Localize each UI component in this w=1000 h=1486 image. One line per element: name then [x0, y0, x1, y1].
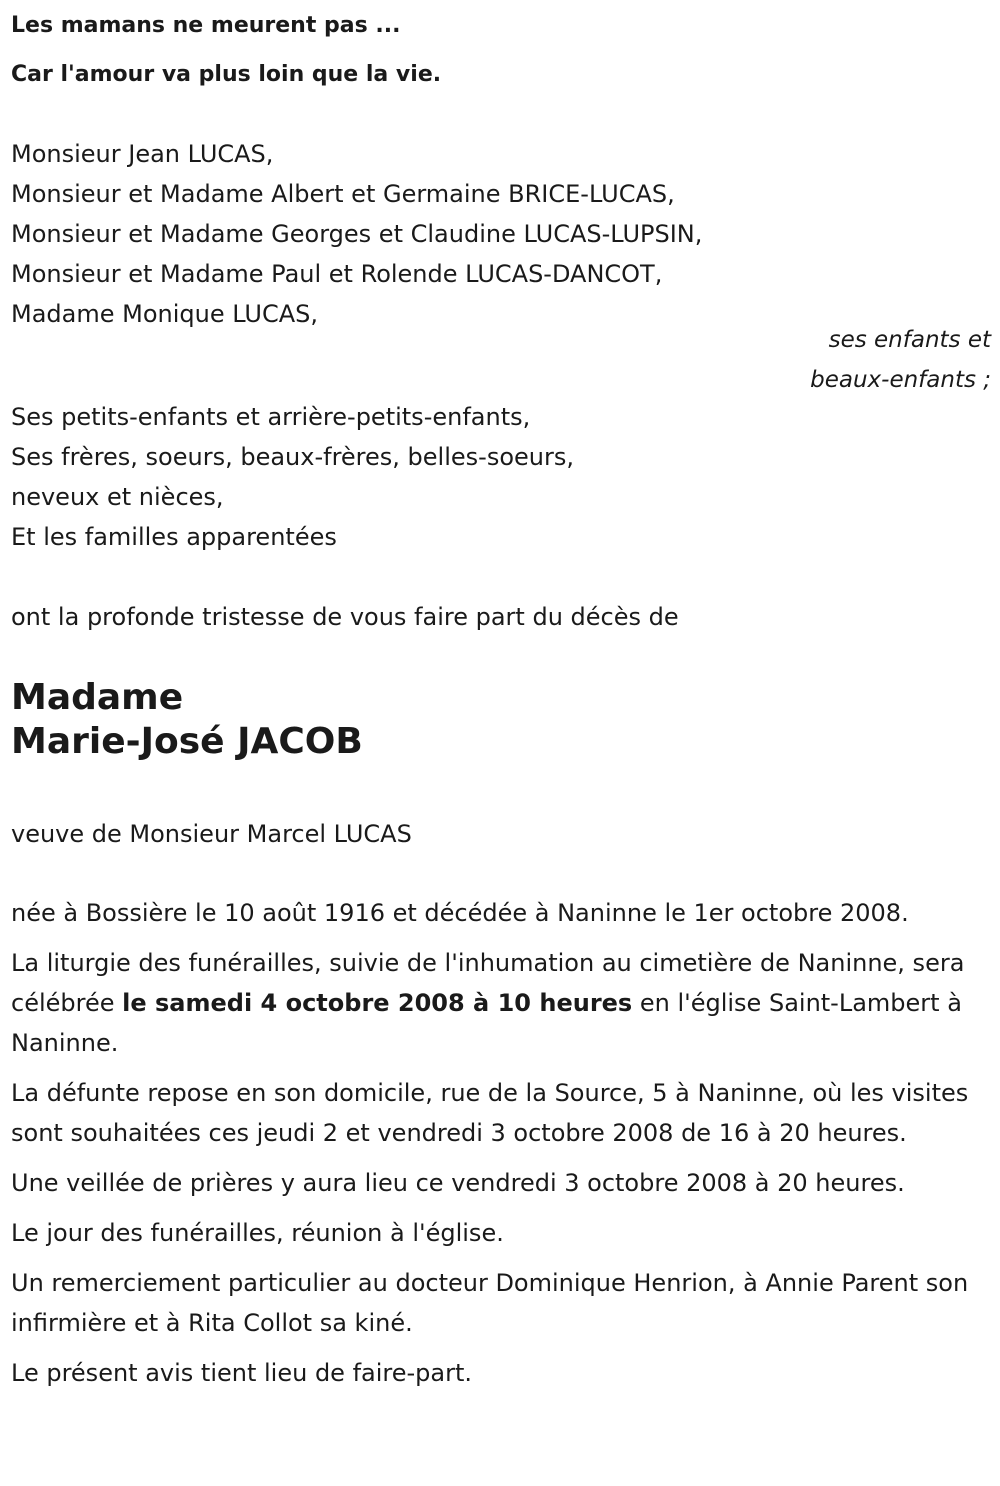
relatives-line: neveux et nièces,: [11, 483, 224, 511]
family-role-note: [810, 320, 991, 400]
family-role-line-1: ses enfants et: [828, 327, 991, 353]
family-member: Madame Monique LUCAS,: [11, 300, 319, 328]
notice-text: Le présent avis tient lieu de faire-part.: [11, 1359, 473, 1387]
family-list: [11, 134, 702, 334]
relatives-list: [11, 397, 574, 557]
visits-text: La défunte repose en son domicile, rue de la Source, 5 à Naninne, où les visites sont souhaitées ces jeudi 2 et vendredi 3 octobre 2008 de 16 à 20 heures.: [11, 1079, 969, 1147]
widow-of: [11, 814, 412, 854]
funeral-text-pre: La liturgie des funérailles, suivie de l'inhumation au cimetière de Naninne, sera célébrée: [11, 949, 965, 1017]
family-member: Monsieur et Madame Georges et Claudine LUCAS-LUPSIN,: [11, 220, 703, 248]
announcement-text: ont la profonde tristesse de vous faire part du décès de: [11, 603, 679, 631]
relatives-line: Ses petits-enfants et arrière-petits-enfants,: [11, 403, 531, 431]
epigraph-line-2: Car l'amour va plus loin que la vie.: [11, 62, 442, 87]
announcement: [11, 597, 679, 637]
family-member: Monsieur Jean LUCAS,: [11, 140, 274, 168]
family-member: Monsieur et Madame Paul et Rolende LUCAS-DANCOT,: [11, 260, 663, 288]
birth-death-text: née à Bossière le 10 août 1916 et décédée à Naninne le 1er octobre 2008.: [11, 899, 909, 927]
funeral-date-time: le samedi 4 octobre 2008 à 10 heures: [122, 989, 633, 1017]
funeral-text-post: en l'église Saint-Lambert à Naninne.: [11, 989, 962, 1057]
relatives-line: Ses frères, soeurs, beaux-frères, belles-soeurs,: [11, 443, 574, 471]
family-member: Monsieur et Madame Albert et Germaine BRICE-LUCAS,: [11, 180, 675, 208]
widow-of-text: veuve de Monsieur Marcel LUCAS: [11, 820, 412, 848]
deceased-name: Marie-José JACOB: [11, 721, 363, 762]
deceased-title: Madame: [11, 677, 184, 718]
family-role-line-2: beaux-enfants ;: [810, 367, 991, 393]
relatives-line: Et les familles apparentées: [11, 523, 337, 551]
vigil-text: Une veillée de prières y aura lieu ce vendredi 3 octobre 2008 à 20 heures.: [11, 1169, 905, 1197]
funeral-details: [11, 893, 991, 1403]
meeting-text: Le jour des funérailles, réunion à l'église.: [11, 1219, 504, 1247]
deceased-name-block: [11, 676, 363, 764]
epigraph-line-1: Les mamans ne meurent pas ...: [11, 13, 401, 38]
thanks-text: Un remerciement particulier au docteur Dominique Henrion, à Annie Parent son infirmière et à Rita Collot sa kiné.: [11, 1269, 969, 1337]
funeral-paragraph: [11, 943, 991, 1063]
